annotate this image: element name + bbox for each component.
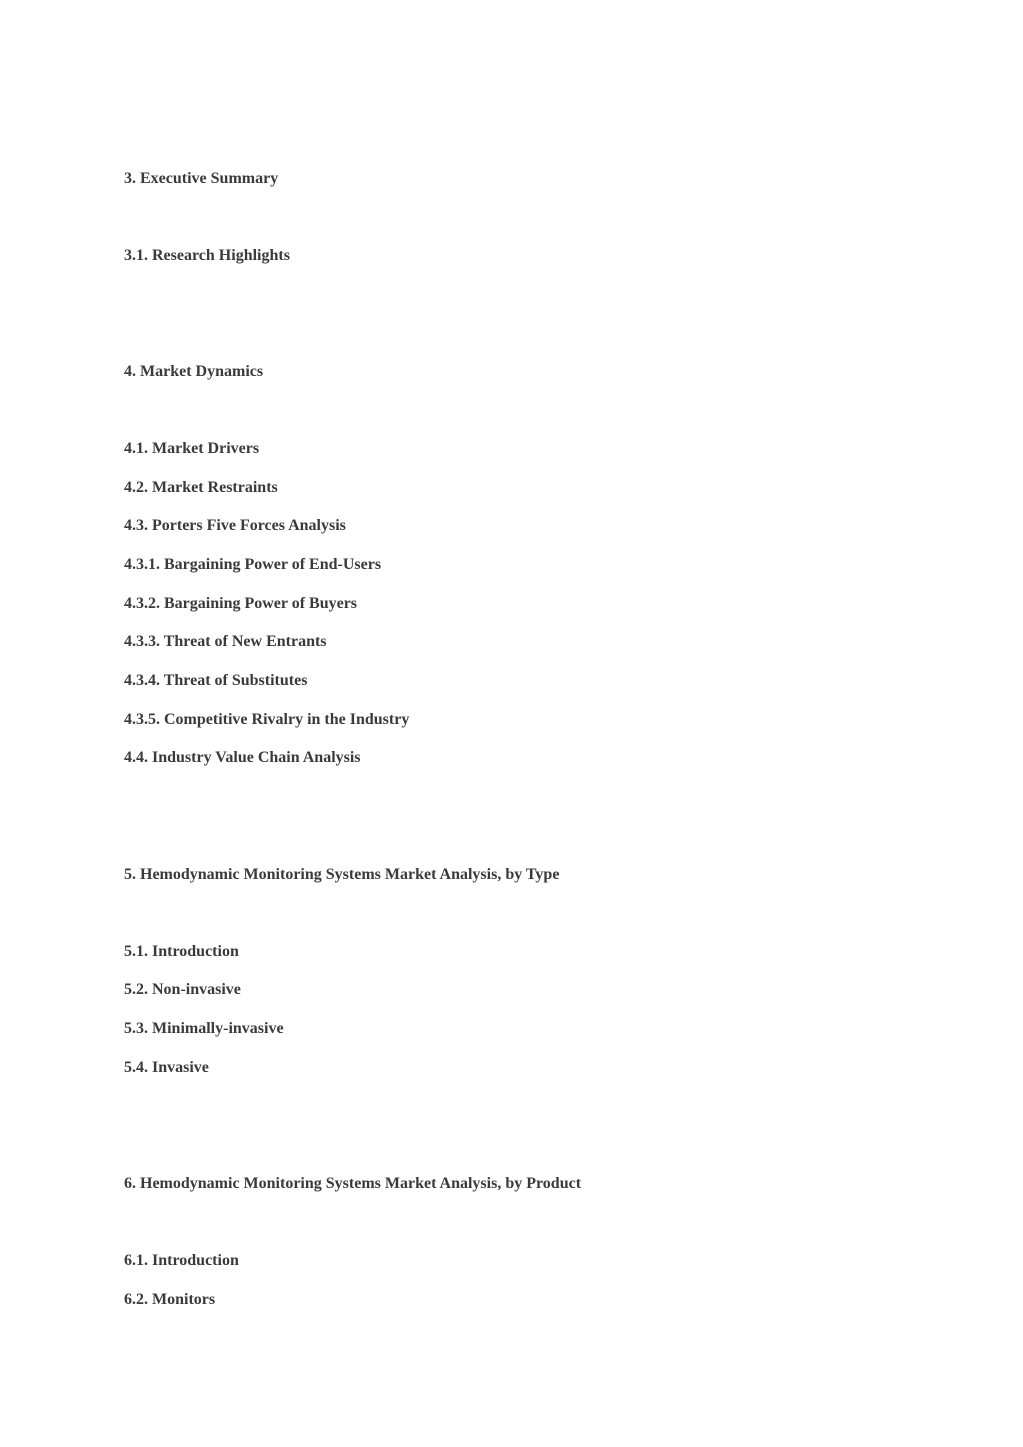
toc-entry: 4.3.4. Threat of Substitutes bbox=[124, 672, 308, 689]
toc-entry: 6.1. Introduction bbox=[124, 1252, 239, 1269]
toc-entry: 4.3.1. Bargaining Power of End-Users bbox=[124, 556, 382, 573]
toc-entry: 4.3.2. Bargaining Power of Buyers bbox=[124, 595, 358, 612]
toc-heading-market-dynamics: 4. Market Dynamics bbox=[124, 363, 264, 380]
toc-entry: 5.3. Minimally-invasive bbox=[124, 1020, 284, 1037]
toc-entry: 6.2. Monitors bbox=[124, 1291, 216, 1308]
toc-entry: 3.1. Research Highlights bbox=[124, 247, 290, 264]
toc-heading-by-type: 5. Hemodynamic Monitoring Systems Market Analysis, by Type bbox=[124, 866, 560, 883]
toc-entry: 5.4. Invasive bbox=[124, 1059, 209, 1076]
toc-entry: 4.3.3. Threat of New Entrants bbox=[124, 633, 327, 650]
toc-heading-executive-summary: 3. Executive Summary bbox=[124, 170, 279, 187]
toc-heading-by-product: 6. Hemodynamic Monitoring Systems Market Analysis, by Product bbox=[124, 1175, 582, 1192]
toc-entry: 5.2. Non-invasive bbox=[124, 981, 241, 998]
toc-entry: 4.1. Market Drivers bbox=[124, 440, 260, 457]
toc-entry: 4.3.5. Competitive Rivalry in the Industry bbox=[124, 711, 410, 728]
toc-entry: 4.2. Market Restraints bbox=[124, 479, 278, 496]
toc-entry: 5.1. Introduction bbox=[124, 943, 239, 960]
toc-entry: 4.4. Industry Value Chain Analysis bbox=[124, 749, 361, 766]
toc-entry: 4.3. Porters Five Forces Analysis bbox=[124, 517, 346, 534]
